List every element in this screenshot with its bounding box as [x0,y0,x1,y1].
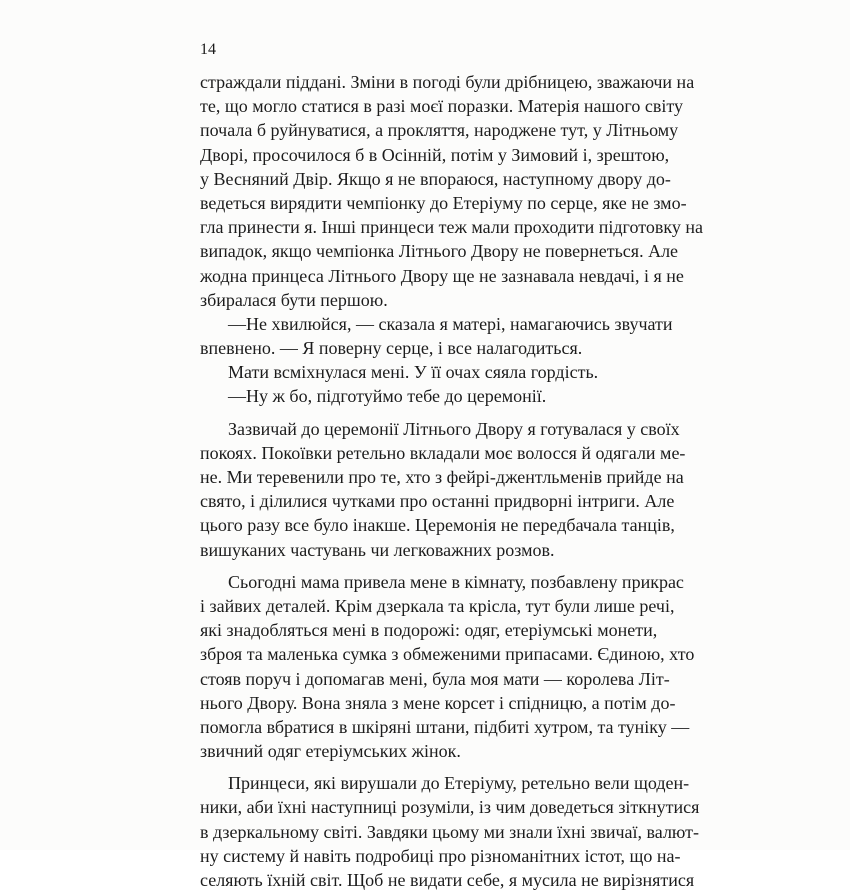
text-line: почала б руйнуватися, а прокляття, народжене тут, у Літньому [200,120,679,141]
text-line: зброя та маленька сумка з обмеженими припасами. Єдиною, хто [200,644,695,665]
text-line: ну систему й навіть подробиці про різноманітних істот, що на- [200,845,681,866]
text-line: стояв поруч і допомагав мені, була моя мати — королева Літ- [200,668,670,689]
text-line: Дворі, просочилося б в Осінній, потім у Зимовий і, зрештою, [200,144,670,165]
text-line: Мати всміхнулася мені. У її очах сяяла гордість. [228,362,599,383]
text-line: свято, і ділилися чутками про останні придворні інтриги. Але [200,491,675,512]
text-line: у Весняний Двір. Якщо я не впораюся, наступному двору до- [200,168,671,189]
text-line: цього разу все було інакше. Церемонія не передбачала танців, [200,515,675,536]
text-line: і зайвих деталей. Крім дзеркала та крісла, тут були лише речі, [200,595,675,616]
text-line: жодна принцеса Літнього Двору ще не зазнавала невдачі, і я не [200,265,684,286]
text-line: покоях. Покоївки ретельно вкладали моє волосся й одягали ме- [200,442,686,463]
text-line: Принцеси, які вирушали до Етеріуму, ретельно вели щоден- [228,773,690,794]
text-line: нього Двору. Вона зняла з мене корсет і спідницю, а потім до- [200,692,676,713]
text-line: помогла вбратися в шкіряні штани, підбиті хутром, та туніку — [200,716,690,737]
text-line: збиралася бути першою. [200,289,388,310]
text-line: селяють їхній світ. Щоб не видати себе, я мусила не вирізнятися [200,870,695,890]
text-line: випадок, якщо чемпіонка Літнього Двору не повернеться. Але [200,241,679,262]
text-line: гла принести я. Інші принцеси теж мали проходити підготовку на [200,217,703,238]
text-line: звичний одяг етеріумських жінок. [200,741,461,762]
text-line: вишуканих частувань чи легковажних розмов. [200,539,555,560]
text-line: —Ну ж бо, підготуймо тебе до церемонії. [228,386,547,407]
text-line: Сьогодні мама привела мене в кімнату, позбавлену прикрас [228,571,684,592]
text-line: Зазвичай до церемонії Літнього Двору я готувалася у своїх [228,418,680,439]
text-line: те, що могло статися в разі моєї поразки. Матерія нашого світу [200,96,683,117]
text-line: в дзеркальному світі. Завдяки цьому ми знали їхні звичаї, валют- [200,821,699,842]
text-line: які знадобляться мені в подорожі: одяг, етеріумські монети, [200,620,658,641]
text-line: ведеться вирядити чемпіонку до Етеріуму по серце, яке не змо- [200,192,687,213]
body-text [200,70,703,892]
text-line: —Не хвилюйся, — сказала я матері, намагаючись звучати [228,313,673,334]
page-number: 14 [200,41,216,58]
text-line: ники, аби їхні наступниці розуміли, із чим доведеться зіткнутися [200,797,700,818]
text-line: впевнено. — Я поверну серце, і все налагодиться. [200,338,583,359]
text-line: не. Ми теревенили про те, хто з фейрі-джентльменів прийде на [200,467,684,487]
text-line: страждали піддані. Зміни в погоді були дрібницею, зважаючи на [200,72,695,92]
